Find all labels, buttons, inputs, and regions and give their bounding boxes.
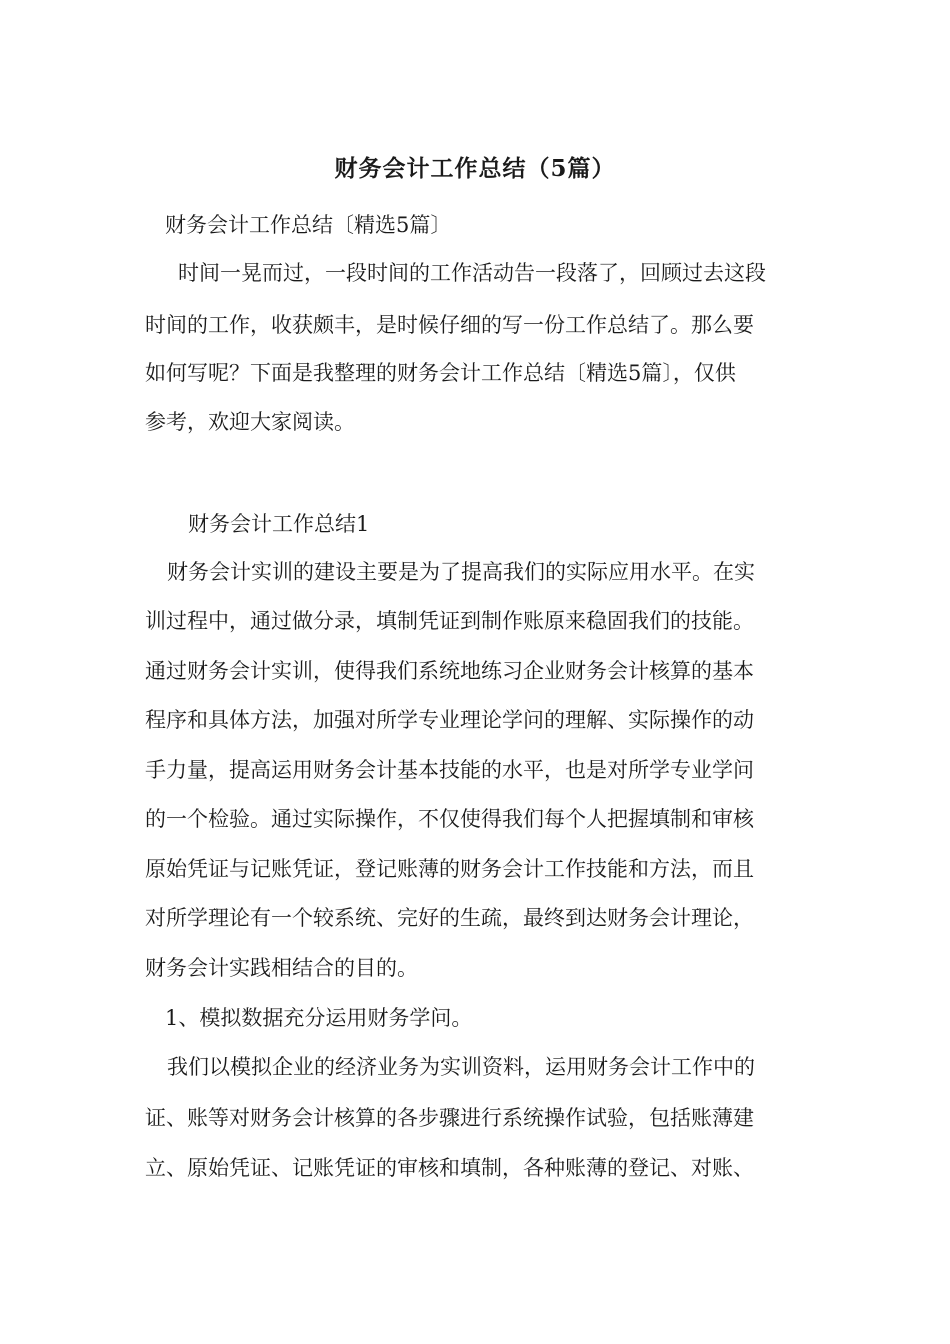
- section1-line-2: 训过程中，通过做分录，填制凭证到制作账原来稳固我们的技能。: [145, 609, 754, 633]
- intro-line-3: 如何写呢？下面是我整理的财务会计工作总结〔精选5篇〕，仅供: [145, 361, 736, 385]
- intro-line-1: 时间一晃而过，一段时间的工作活动告一段落了，回顾过去这段: [178, 261, 766, 285]
- section1-line-8: 对所学理论有一个较系统、完好的生疏，最终到达财务会计理论，: [145, 906, 754, 930]
- point1-line-1: 我们以模拟企业的经济业务为实训资料，运用财务会计工作中的: [167, 1055, 755, 1079]
- intro-line-2: 时间的工作，收获颇丰，是时候仔细的写一份工作总结了。那么要: [145, 313, 754, 337]
- section1-line-7: 原始凭证与记账凭证，登记账薄的财务会计工作技能和方法，而且: [145, 857, 754, 881]
- section1-line-5: 手力量，提高运用财务会计基本技能的水平，也是对所学专业学问: [145, 758, 754, 782]
- section1-line-4: 程序和具体方法，加强对所学专业理论学问的理解、实际操作的动: [145, 708, 754, 732]
- section1-line-1: 财务会计实训的建设主要是为了提高我们的实际应用水平。在实: [167, 560, 755, 584]
- section1-line-9: 财务会计实践相结合的目的。: [145, 956, 418, 980]
- point-heading-1: 1、模拟数据充分运用财务学问。: [165, 1006, 473, 1030]
- point1-line-2: 证、账等对财务会计核算的各步骤进行系统操作试验，包括账薄建: [145, 1106, 754, 1130]
- intro-line-4: 参考，欢迎大家阅读。: [145, 410, 355, 434]
- section-heading-1: 财务会计工作总结1: [188, 512, 370, 536]
- document-subtitle: 财务会计工作总结〔精选5篇〕: [165, 213, 452, 237]
- section1-line-6: 的一个检验。通过实际操作，不仅使得我们每个人把握填制和审核: [145, 807, 754, 831]
- section1-line-3: 通过财务会计实训，使得我们系统地练习企业财务会计核算的基本: [145, 659, 754, 683]
- point1-line-3: 立、原始凭证、记账凭证的审核和填制，各种账薄的登记、对账、: [145, 1156, 754, 1180]
- document-title: 财务会计工作总结（5篇）: [334, 155, 616, 182]
